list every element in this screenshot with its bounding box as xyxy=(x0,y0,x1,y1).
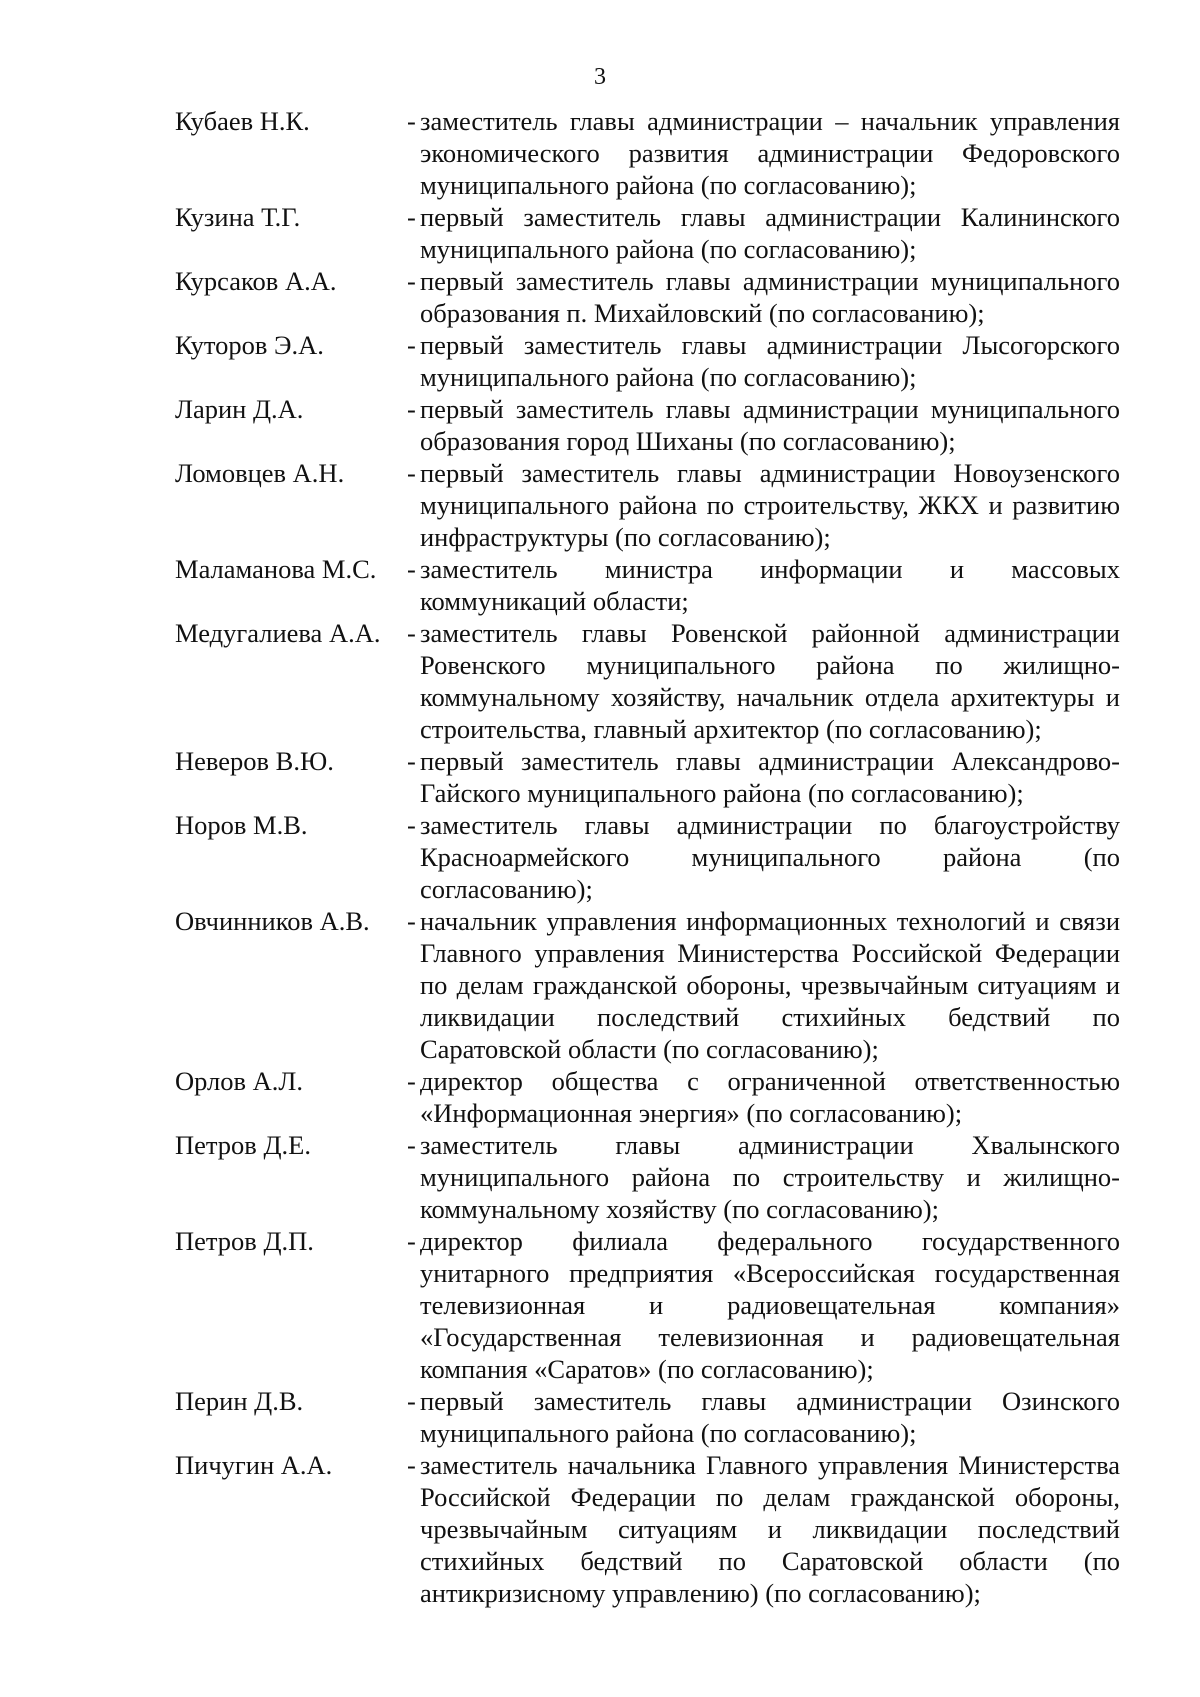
page-number: 3 xyxy=(594,64,606,90)
list-item xyxy=(175,201,1120,265)
member-position: первый заместитель главы администрации муниципального образования город Шиханы (по согласованию); xyxy=(420,394,1120,456)
list-item xyxy=(175,1065,1120,1129)
entry-dash: - xyxy=(407,1130,416,1160)
member-name: Пичугин А.А. xyxy=(175,1450,333,1480)
member-name: Орлов А.Л. xyxy=(175,1066,304,1096)
member-position: первый заместитель главы администрации Новоузенского муниципального района по строительству, ЖКХ и развитию инфраструктуры (по согласованию); xyxy=(420,458,1120,552)
entry-dash: - xyxy=(407,1450,416,1480)
member-position: заместитель министра информации и массовых коммуникаций области; xyxy=(420,554,1120,616)
member-name: Курсаков А.А. xyxy=(175,266,337,296)
entry-dash: - xyxy=(407,202,416,232)
list-item xyxy=(175,1449,1120,1609)
entry-dash: - xyxy=(407,810,416,840)
member-name: Кузина Т.Г. xyxy=(175,202,301,232)
member-name: Кубаев Н.К. xyxy=(175,106,310,136)
member-position: первый заместитель главы администрации Александрово-Гайского муниципального района (по согласованию); xyxy=(420,746,1120,808)
list-item xyxy=(175,393,1120,457)
member-name: Неверов В.Ю. xyxy=(175,746,334,776)
member-position: директор филиала федерального государственного унитарного предприятия «Всероссийская государственная телевизионная и радиовещательная компания» «Государственная телевизионная и радиовещательная компания «Саратов» (по согласованию); xyxy=(420,1226,1120,1384)
member-name: Перин Д.В. xyxy=(175,1386,304,1416)
entry-dash: - xyxy=(407,1226,416,1256)
list-item xyxy=(175,745,1120,809)
member-position: заместитель начальника Главного управления Министерства Российской Федерации по делам гражданской обороны, чрезвычайным ситуациям и ликвидации последствий стихийных бедствий по Саратовской области (по антикризисному управлению) (по согласованию); xyxy=(420,1450,1120,1608)
entry-dash: - xyxy=(407,106,416,136)
entry-dash: - xyxy=(407,394,416,424)
member-position: заместитель главы Ровенской районной администрации Ровенского муниципального района по жилищно-коммунальному хозяйству, начальник отдела архитектуры и строительства, главный архитектор (по согласованию); xyxy=(420,618,1120,744)
list-item xyxy=(175,905,1120,1065)
list-item xyxy=(175,1385,1120,1449)
member-position: заместитель главы администрации Хвалынского муниципального района по строительству и жилищно-коммунальному хозяйству (по согласованию); xyxy=(420,1130,1120,1224)
member-list xyxy=(175,105,1120,1609)
list-item xyxy=(175,265,1120,329)
member-name: Ларин Д.А. xyxy=(175,394,304,424)
entry-dash: - xyxy=(407,266,416,296)
member-name: Петров Д.П. xyxy=(175,1226,314,1256)
list-item xyxy=(175,553,1120,617)
member-name: Овчинников А.В. xyxy=(175,906,370,936)
entry-dash: - xyxy=(407,746,416,776)
entry-dash: - xyxy=(407,458,416,488)
member-name: Медугалиева А.А. xyxy=(175,618,381,648)
member-position: директор общества с ограниченной ответственностью «Информационная энергия» (по согласованию); xyxy=(420,1066,1120,1128)
list-item xyxy=(175,105,1120,201)
list-item xyxy=(175,1225,1120,1385)
member-name: Норов М.В. xyxy=(175,810,308,840)
member-name: Маламанова М.С. xyxy=(175,554,377,584)
entry-dash: - xyxy=(407,1386,416,1416)
list-item xyxy=(175,329,1120,393)
member-position: первый заместитель главы администрации муниципального образования п. Михайловский (по согласованию); xyxy=(420,266,1120,328)
member-position: заместитель главы администрации – начальник управления экономического развития администрации Федоровского муниципального района (по согласованию); xyxy=(420,106,1120,200)
member-name: Ломовцев А.Н. xyxy=(175,458,345,488)
list-item xyxy=(175,457,1120,553)
list-item xyxy=(175,617,1120,745)
member-name: Куторов Э.А. xyxy=(175,330,324,360)
list-item xyxy=(175,1129,1120,1225)
member-position: первый заместитель главы администрации Лысогорского муниципального района (по согласованию); xyxy=(420,330,1120,392)
member-position: первый заместитель главы администрации Озинского муниципального района (по согласованию); xyxy=(420,1386,1120,1448)
member-position: начальник управления информационных технологий и связи Главного управления Министерства Российской Федерации по делам гражданской обороны, чрезвычайным ситуациям и ликвидации последствий стихийных бедствий по Саратовской области (по согласованию); xyxy=(420,906,1120,1064)
entry-dash: - xyxy=(407,906,416,936)
entry-dash: - xyxy=(407,1066,416,1096)
entry-dash: - xyxy=(407,618,416,648)
member-name: Петров Д.Е. xyxy=(175,1130,311,1160)
member-position: первый заместитель главы администрации Калининского муниципального района (по согласованию); xyxy=(420,202,1120,264)
entry-dash: - xyxy=(407,554,416,584)
entry-dash: - xyxy=(407,330,416,360)
list-item xyxy=(175,809,1120,905)
member-position: заместитель главы администрации по благоустройству Красноармейского муниципального района (по согласованию); xyxy=(420,810,1120,904)
